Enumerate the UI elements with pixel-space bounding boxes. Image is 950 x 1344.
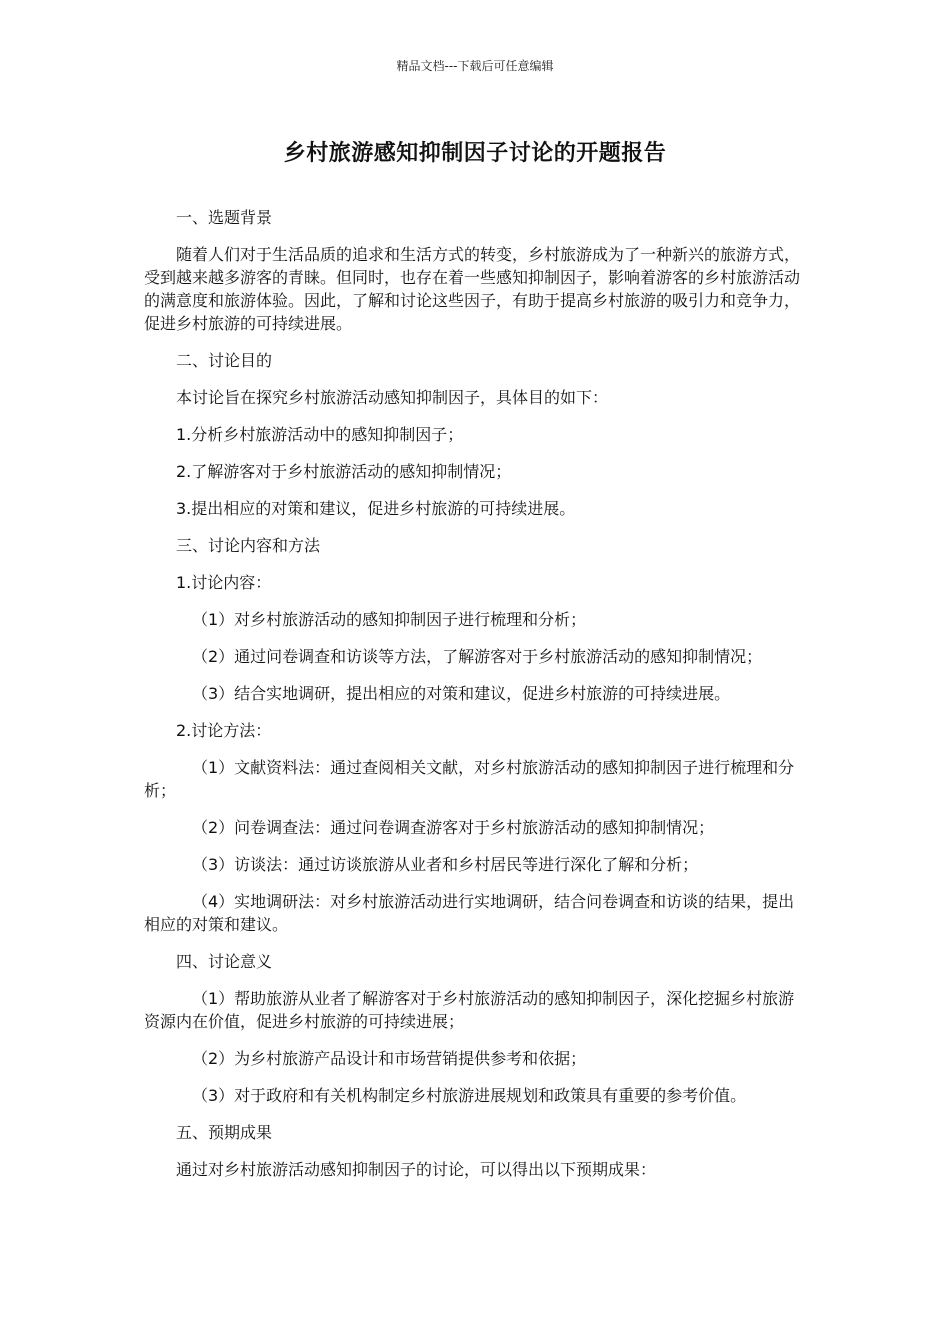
list-item: 3.提出相应的对策和建议，促进乡村旅游的可持续进展。 [176, 499, 576, 518]
paragraph: 通过对乡村旅游活动感知抑制因子的讨论，可以得出以下预期成果： [176, 1160, 657, 1179]
section-heading: 二、讨论目的 [176, 351, 273, 370]
section-heading: 五、预期成果 [176, 1123, 273, 1142]
list-item: （4）实地调研法：对乡村旅游活动进行实地调研，结合问卷调查和访谈的结果，提出相应的对策和建议。 [144, 892, 795, 934]
list-item: （3）对于政府和有关机构制定乡村旅游进展规划和政策具有重要的参考价值。 [192, 1086, 747, 1105]
list-item: （1）帮助旅游从业者了解游客对于乡村旅游活动的感知抑制因子，深化挖掘乡村旅游资源内在价值，促进乡村旅游的可持续进展； [144, 989, 795, 1031]
document-title: 乡村旅游感知抑制因子讨论的开题报告 [283, 141, 667, 166]
list-item: （1）文献资料法：通过查阅相关文献，对乡村旅游活动的感知抑制因子进行梳理和分析； [144, 758, 795, 800]
list-item: （1）对乡村旅游活动的感知抑制因子进行梳理和分析； [192, 610, 587, 629]
subheading: 1.讨论内容： [176, 573, 272, 592]
document-body [144, 206, 806, 1195]
list-item: 1.分析乡村旅游活动中的感知抑制因子； [176, 425, 464, 444]
section-heading: 一、选题背景 [176, 208, 273, 227]
paragraph: 随着人们对于生活品质的追求和生活方式的转变，乡村旅游成为了一种新兴的旅游方式，受到越来越多游客的青睐。但同时，也存在着一些感知抑制因子，影响着游客的乡村旅游活动的满意度和旅游体验。因此，了解和讨论这些因子，有助于提高乡村旅游的吸引力和竞争力，促进乡村旅游的可持续进展。 [144, 245, 801, 333]
section-heading: 四、讨论意义 [176, 952, 273, 971]
list-item: （2）为乡村旅游产品设计和市场营销提供参考和依据； [192, 1049, 587, 1068]
list-item: （2）通过问卷调查和访谈等方法，了解游客对于乡村旅游活动的感知抑制情况； [192, 647, 763, 666]
list-item: （2）问卷调查法：通过问卷调查游客对于乡村旅游活动的感知抑制情况； [192, 818, 715, 837]
section-heading: 三、讨论内容和方法 [176, 536, 321, 555]
subheading: 2.讨论方法： [176, 721, 272, 740]
list-item: （3）访谈法：通过访谈旅游从业者和乡村居民等进行深化了解和分析； [192, 855, 699, 874]
paragraph: 本讨论旨在探究乡村旅游活动感知抑制因子，具体目的如下： [176, 388, 609, 407]
list-item: （3）结合实地调研，提出相应的对策和建议，促进乡村旅游的可持续进展。 [192, 684, 731, 703]
page-header: 精品文档---下载后可任意编辑 [396, 59, 554, 73]
list-item: 2.了解游客对于乡村旅游活动的感知抑制情况； [176, 462, 512, 481]
